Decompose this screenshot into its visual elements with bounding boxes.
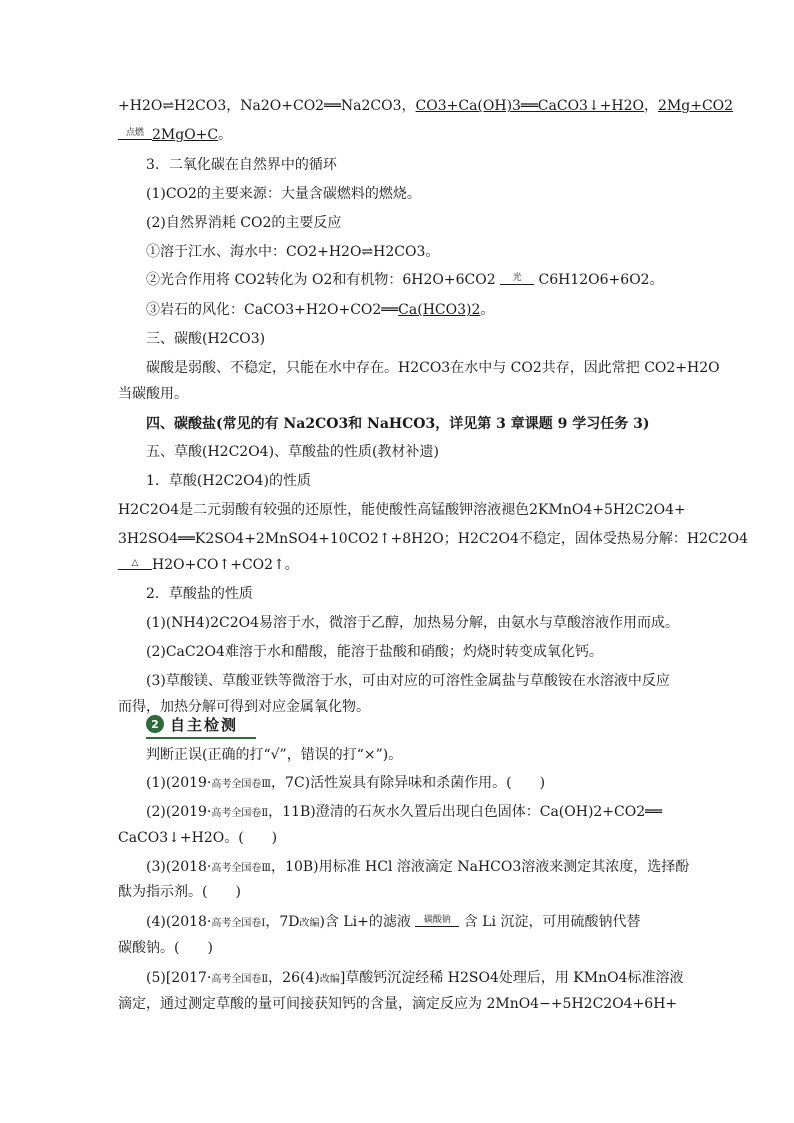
section-title: 自主检测 — [170, 715, 239, 734]
text-line: △ H2O+CO↑+CO2↑。 — [118, 555, 678, 575]
reaction-condition: 光 — [500, 274, 534, 287]
text-line: 碳酸是弱酸、不稳定，只能在水中存在。H2CO3在水中与 CO2共存，因此常把 CO2+H2O — [146, 360, 720, 376]
heading: 三、碳酸(H2CO3) — [146, 331, 266, 347]
question-item-cont: 碳酸钠。( ) — [118, 940, 213, 956]
instructions: 判断正误(正确的打“√”，错误的打“×”)。 — [146, 747, 403, 763]
source-tag: 高考全国卷Ⅱ — [211, 974, 269, 985]
question-item: (5)[2017·高考全国卷Ⅱ，26(4)改编]草酸钙沉淀经稀 H2SO4处理后，用 KMnO4标准溶液 — [146, 970, 684, 986]
text-line: ②光合作用将 CO2转化为 O2和有机物：6H2O+6CO2 光 C6H12O6+6O2。 — [146, 272, 664, 288]
source-tag: 改编 — [299, 918, 320, 929]
question-item-cont: CaCO3↓+H2O。( ) — [118, 830, 278, 846]
source-tag: 改编 — [319, 974, 340, 985]
question-item: (2)(2019·高考全国卷Ⅱ，11B)澄清的石灰水久置后出现白色固体：Ca(OH)2+CO2══ — [146, 804, 662, 820]
text-line: 3H2SO4══K2SO4+2MnSO4+10CO2↑+8H2O；H2C2O4不稳定，固体受热易分解：H2C2O4 — [118, 531, 749, 547]
underlined-answer: 2MgO+C — [152, 127, 219, 143]
source-tag: 高考全国卷Ⅲ — [211, 863, 272, 874]
heading: 3．二氧化碳在自然界中的循环 — [146, 157, 337, 173]
text-line: 而得，加热分解可得到对应金属氧化物。 — [118, 699, 370, 715]
heading: 四、碳酸盐(常见的有 Na2CO3和 NaHCO3，详见第 3 章课题 9 学习任务 3) — [146, 416, 650, 432]
underlined-answer: 2Mg+CO2 — [658, 98, 734, 114]
question-item: (3)(2018·高考全国卷Ⅲ，10B)用标准 HCl 溶液滴定 NaHCO3溶液来测定其浓度，选择酚 — [146, 859, 690, 875]
underlined-answer: CO3+Ca(OH)3══CaCO3↓+H2O — [415, 98, 645, 114]
source-tag: 高考全国卷Ⅰ — [211, 918, 266, 929]
heading: 2．草酸盐的性质 — [146, 586, 253, 602]
text-line: (2)CaC2O4难溶于水和醋酸，能溶于盐酸和硝酸；灼烧时转变成氧化钙。 — [146, 644, 603, 660]
reaction-condition: 碳酸钠 — [415, 916, 459, 929]
text-line: H2C2O4是二元弱酸有较强的还原性，能使酸性高锰酸钾溶液褪色2KMnO4+5H2C2O4+ — [118, 502, 686, 518]
text-line: 当碳酸用。 — [118, 386, 188, 402]
text-line: (2)自然界消耗 CO2的主要反应 — [146, 215, 342, 231]
question-item: (1)(2019·高考全国卷Ⅲ，7C)活性炭具有除异味和杀菌作用。( ) — [146, 775, 546, 791]
text-line: (1)(NH4)2C2O4易溶于水，微溶于乙醇，加热易分解，由氨水与草酸溶液作用而成。 — [146, 615, 680, 631]
text-line: ①溶于江水、海水中：CO2+H2O⇌H2CO3。 — [146, 244, 440, 260]
reaction-condition: 点燃 — [118, 129, 152, 142]
text-line: ③岩石的风化：CaCO3+H2O+CO2══Ca(HCO3)2。 — [146, 302, 495, 318]
question-item-cont: 滴定，通过测定草酸的量可间接获知钙的含量，滴定反应为 2MnO4−+5H2C2O4+6H+ — [118, 996, 678, 1012]
heading: 五、草酸(H2C2O4)、草酸盐的性质(教材补遗) — [146, 444, 439, 460]
text-line: +H2O⇌H2CO3，Na2O+CO2══Na2CO3，CO3+Ca(OH)3══CaCO3↓+H2O，2Mg+CO2 — [118, 98, 734, 114]
section-header — [146, 713, 238, 735]
text-line: (1)CO2的主要来源：大量含碳燃料的燃烧。 — [146, 186, 421, 202]
section-number-icon: 2 — [146, 715, 164, 733]
reaction-condition: △ — [118, 559, 152, 572]
section-underline — [146, 737, 256, 739]
question-item-cont: 酞为指示剂。( ) — [118, 884, 241, 900]
heading: 1．草酸(H2C2O4)的性质 — [146, 473, 311, 489]
source-tag: 高考全国卷Ⅲ — [211, 779, 272, 790]
text-line: (3)草酸镁、草酸亚铁等微溶于水，可由对应的可溶性金属盐与草酸铵在水溶液中反应 — [146, 673, 670, 689]
underlined-answer: Ca(HCO3)2 — [398, 302, 481, 318]
question-item: (4)(2018·高考全国卷Ⅰ，7D改编)含 Li+的滤液 碳酸钠 含 Li 沉淀，可用硫酸钠代替 — [146, 914, 641, 930]
text-line: 点燃 2MgO+C。 — [118, 125, 678, 145]
source-tag: 高考全国卷Ⅱ — [211, 808, 269, 819]
